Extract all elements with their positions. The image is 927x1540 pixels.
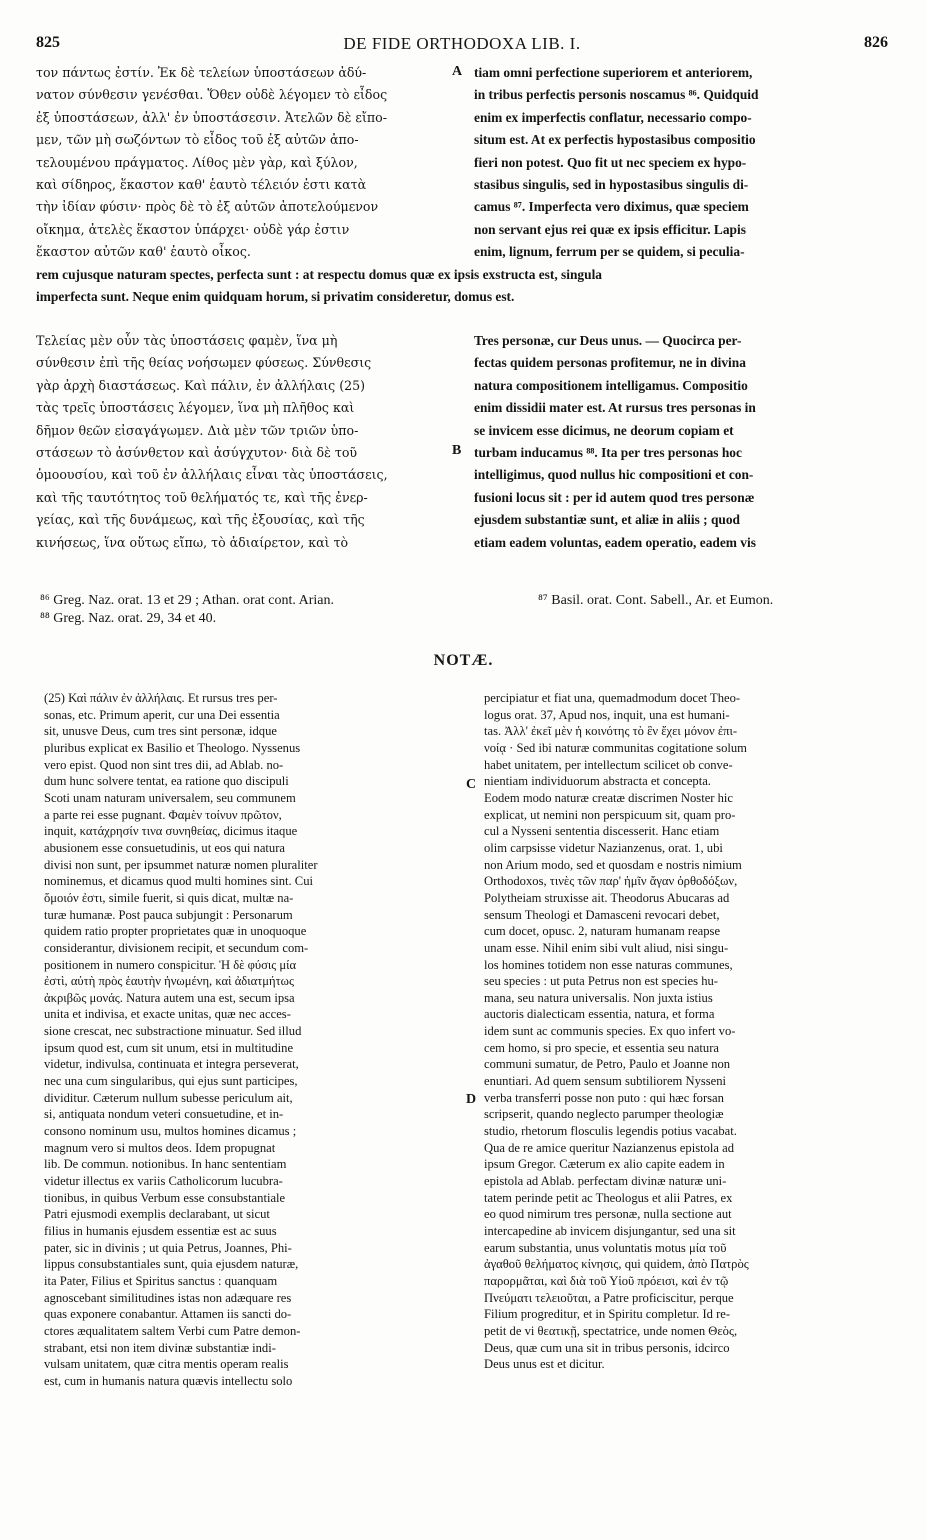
- note-line: enuntiari. Ad quem sensum subtiliorem Nysseni: [484, 1074, 727, 1089]
- margin-mark-a: A: [452, 64, 463, 79]
- margin-mark-c: C: [466, 777, 477, 792]
- note-line: olim carpsisse videtur Nazianzenus, orat. 1, ubi: [484, 840, 723, 855]
- note-line: cem homo, si pro specie, et essentia seu natura: [484, 1040, 720, 1055]
- latin-column-top: [474, 62, 890, 264]
- note-line: agnoscebant similitudines istas non adæquare res: [44, 1290, 292, 1305]
- greek-column-mid: [36, 330, 450, 554]
- latin-line: enim, lignum, ferrum per se quidem, si peculia-: [474, 244, 745, 260]
- note-line: percipiatur et fiat una, quemadmodum docet Theo-: [484, 691, 741, 705]
- note-line: cum docet, opusc. 2, naturam humanam reapse: [484, 924, 721, 939]
- latin-line: situm est. At ex perfectis hypostasibus compositio: [474, 132, 756, 148]
- running-header: [36, 34, 888, 56]
- note-line: (25) Καὶ πάλιν ἐν ἀλλήλαις. Et rursus tres per-: [44, 691, 278, 705]
- latin-line: enim ex imperfectis conflatur, necessario compo-: [474, 109, 752, 125]
- note-line: tatem perinde petit ac Theologus et alii Patres, ex: [484, 1190, 733, 1205]
- note-line: dum hunc solvere tentat, ea ratione quo discipuli: [44, 774, 289, 789]
- note-line: vulsam unitatem, quæ citra mentis operam realis: [44, 1357, 289, 1372]
- greek-line: Τελείας μὲν οὖν τὰς ὑποστάσεις φαμὲν, ἵνα μὴ: [36, 333, 338, 348]
- note-line: Polytheiam struxisse ait. Theodorus Abucaras ad: [484, 890, 730, 905]
- note-line: turæ humanæ. Post pauca subjungit : Personarum: [44, 907, 293, 922]
- note-line: Filium progreditur, et in Spiritu completur. Id re-: [484, 1307, 731, 1322]
- note-line: dividitur. Cæterum nullum subesse periculum ait,: [44, 1090, 293, 1105]
- greek-line: ἐξ ὑποστάσεων, ἀλλ' ἐν ὑποστάσεσιν. Ἀτελῶν δὲ εἴπο-: [36, 109, 388, 125]
- note-line: lippus consubstantiales sunt, quia ejusdem naturæ,: [44, 1257, 299, 1272]
- note-line: est, cum in humanis natura quævis intellectu solo: [44, 1373, 293, 1388]
- note-line: positionem in numero conspicitur. Ἡ δὲ φύσις μία: [44, 957, 297, 972]
- note-line: ctores æqualitatem saltem Verbi cum Patre demon-: [44, 1323, 301, 1338]
- greek-line: τὰς τρεῖς ὑποστάσεις λέγομεν, ἵνα μὴ πλῆθος καὶ: [36, 400, 355, 416]
- note-line: Orthodoxos, τινὲς τῶν παρ' ἡμῖν ἄγαν ὀρθοδόξων,: [484, 874, 738, 889]
- note-line: idem sunt ac communis species. Ex quo infert vo-: [484, 1024, 736, 1039]
- latin-line: etiam eadem voluntas, eadem operatio, eadem vis: [474, 534, 756, 550]
- note-line: petit de vi θεατικῇ, spectatrice, unde nomen Θεὸς,: [484, 1323, 738, 1338]
- note-line: Qua de re amice queritur Nazianzenus epistola ad: [484, 1140, 735, 1155]
- note-line: studio, rhetorum flosculis legendis potius vacabat.: [484, 1124, 737, 1139]
- note-line: παρορμᾶται, καὶ διὰ τοῦ Υἱοῦ πρόεισι, καὶ ἐν τῷ: [484, 1273, 729, 1288]
- latin-line: non servant ejus rei quæ ex ipsis efficitur. Lapis: [474, 221, 746, 237]
- greek-line: γείας, καὶ τῆς δυνάμεως, καὶ τῆς ἐξουσίας, καὶ τῆς: [36, 512, 365, 528]
- note-line: pluribus explicat ex Basilio et Theologo. Nyssenus: [44, 740, 301, 755]
- note-line: magnum vero si multos deos. Idem propugnat: [44, 1140, 276, 1155]
- greek-line: τον πάντως ἐστίν. Ἐκ δὲ τελείων ὑποστάσεων ἀδύ-: [36, 65, 367, 80]
- margin-mark-b: B: [452, 443, 462, 458]
- notes-column-right: [484, 690, 894, 1373]
- note-line: nientiam individuorum abstracta et concepta.: [484, 774, 711, 789]
- note-line: ἀγαθοῦ θελήματος κίνησις, qui quidem, ἀπὸ Πατρὸς: [484, 1257, 749, 1272]
- note-line: tas. Ἀλλ' ἐκεῖ μὲν ἡ κοινότης τὸ ἓν ἔχει μόνον ἐπι-: [484, 724, 738, 739]
- margin-mark-d: D: [466, 1092, 477, 1107]
- greek-line: οἴκημα, ἀτελὲς ἕκαστον ὑπάρχει· οὐδὲ γάρ ἐστιν: [36, 221, 350, 237]
- note-line: vero epist. Quod non sint tres dii, ad Ablab. no-: [44, 757, 284, 772]
- note-line: Eodem modo naturæ creatæ discrimen Noster hic: [484, 790, 734, 805]
- latin-line: tiam omni perfectione superiorem et anteriorem,: [474, 65, 753, 80]
- latin-line: in tribus perfectis personis noscamus ⁸⁶. Quidquid: [474, 87, 759, 103]
- note-line: intercapedine ab invicem disjungantur, sed una sit: [484, 1224, 736, 1238]
- note-line: inquit, κατάχρησίν τινα συνηθείας, dicimus itaque: [44, 824, 298, 839]
- notes-title: NOTÆ.: [433, 652, 494, 669]
- greek-line: τὴν ἰδίαν φύσιν· πρὸς δὲ τὸ ἐξ αὐτῶν ἀποτελούμενον: [36, 199, 379, 215]
- note-line: Scoti unam naturam universalem, seu communem: [44, 790, 296, 805]
- latin-line: intelligimus, quod nullus hic compositioni et con-: [474, 467, 754, 483]
- latin-line: turbam inducamus ⁸⁸. Ita per tres personas hoc: [474, 445, 742, 461]
- latin-line: se invicem esse dicimus, ne deorum copiam et: [474, 422, 734, 438]
- note-line: seu species : ut puta Petrus non est species hu-: [484, 974, 718, 989]
- greek-column-top: [36, 62, 450, 264]
- notes-column-left: [44, 690, 464, 1390]
- latin-line: ejusdem substantiæ sunt, et aliæ in aliis ; quod: [474, 512, 741, 528]
- note-line: quidem ratio propter proprietates quæ in unoquoque: [44, 924, 307, 939]
- note-line: non Arium modo, sed et quosdam e nostris nimium: [484, 857, 742, 872]
- note-line: Deus, quæ cum una sit in tribus personis, idcirco: [484, 1340, 730, 1355]
- note-line: Patri ejusmodi exemplis declarabant, ut sicut: [44, 1207, 270, 1222]
- note-line: verba transferri posse non puto : qui hæc forsan: [484, 1090, 724, 1105]
- note-line: nominemus, et dicamus quod multi homines sint. Cui: [44, 874, 314, 889]
- greek-line: στάσεων τὸ ἀσύνθετον καὶ ἀσύγχυτον· διὰ δὲ τοῦ: [36, 445, 358, 461]
- note-line: ἐστὶ, αὐτὴ πρὸς ἑαυτὴν ἡνωμένη, καὶ ἀδιατμήτως: [44, 974, 294, 989]
- note-line: cul a Nysseni sententia discesserit. Hanc etiam: [484, 824, 720, 839]
- book-title: DE FIDE ORTHODOXA LIB. I.: [343, 34, 581, 53]
- note-line: ipsum Gregor. Cæterum ex alio capite eadem in: [484, 1157, 725, 1172]
- note-line: unam esse. Nihil enim sibi vult aliud, nisi singu-: [484, 940, 729, 955]
- note-line: ὅμοιόν ἐστι, simile fuerit, si quis dicat, multæ na-: [44, 890, 294, 905]
- note-line: Deus unus est et dicitur.: [484, 1357, 605, 1372]
- latin-full-width: [36, 264, 892, 309]
- note-line: unita et indivisa, et exacte unitas, quæ nec acces-: [44, 1007, 291, 1022]
- note-line: lib. De commun. notionibus. In hanc sententiam: [44, 1157, 287, 1172]
- greek-line: γὰρ ἀρχὴ διαστάσεως. Καὶ πάλιν, ἐν ἀλλήλαις (25): [36, 377, 366, 393]
- greek-line: κινήσεως, ἵνα οὕτως εἴπω, τὸ ἀδιαίρετον, καὶ τὸ: [36, 534, 349, 550]
- note-line: auctoris dialecticam essentia, natura, et forma: [484, 1007, 715, 1022]
- greek-line: μεν, τῶν μὴ σωζόντων τὸ εἶδος τοῦ ἐξ αὐτῶν ἀπο-: [36, 132, 359, 148]
- note-line: tionibus, in quibus Verbum esse consubstantiale: [44, 1190, 286, 1205]
- note-line: habet unitatem, per intellectum scilicet ob conve-: [484, 757, 733, 772]
- greek-line: σύνθεσιν ἐπὶ τῆς θείας νοήσωμεν φύσεως. Σύνθεσις: [36, 355, 372, 371]
- note-line: sione crescat, nec substractione minuatur. Sed illud: [44, 1024, 302, 1039]
- note-line: explicat, ut nemini non perspicuum sit, quam pro-: [484, 807, 736, 822]
- greek-line: νατον σύνθεσιν γενέσθαι. Ὅθεν οὐδὲ λέγομεν τὸ εἶδος: [36, 87, 388, 103]
- note-line: Πνεύματι τελειοῦται, a Patre proficiscitur, perque: [484, 1290, 734, 1305]
- note-line: sensum Theologi et Damasceni revocari debet,: [484, 907, 720, 922]
- latin-line: enim dissidii mater est. At rursus tres personas in: [474, 400, 756, 416]
- page-number-left: 825: [36, 34, 60, 51]
- note-line: ita Pater, Filius et Spiritus sanctus : quanquam: [44, 1273, 278, 1288]
- note-line: earum substantia, unus voluntatis motus μία τοῦ: [484, 1240, 727, 1255]
- latin-line: camus ⁸⁷. Imperfecta vero diximus, quæ speciem: [474, 199, 749, 215]
- greek-line: ἕκαστον αὐτῶν καθ' ἑαυτὸ οἶκος.: [36, 244, 251, 260]
- note-line: ipsum quod est, cum sit unum, etsi in multitudine: [44, 1040, 294, 1055]
- note-line: sit, unusve Deus, cum tres sint personæ, idque: [44, 724, 277, 739]
- note-line: pater, sic in divinis ; ut quia Petrus, Joannes, Phi-: [44, 1240, 292, 1255]
- note-line: filius in humanis ejusdem essentiæ est ac suus: [44, 1224, 277, 1238]
- greek-line: δῆμον θεῶν εἰσαγάγωμεν. Διὰ μὲν τῶν τριῶν ὑπο-: [36, 422, 359, 438]
- latin-line: natura compositionem intelligamus. Compositio: [474, 377, 748, 393]
- note-line: scripserit, quando neglecto parumper theologiæ: [484, 1107, 724, 1122]
- note-line: videtur, indivulsa, continuata et integra perseverat,: [44, 1057, 299, 1072]
- greek-line: ὁμοουσίου, καὶ τοῦ ἐν ἀλλήλαις εἶναι τὰς ὑποστάσεις,: [36, 467, 388, 483]
- note-line: si, antiquata nondum veteri consuetudine, et in-: [44, 1107, 284, 1122]
- latin-line: Tres personæ, cur Deus unus. — Quocirca per-: [474, 333, 742, 348]
- note-line: strabant, etsi non item divinæ substantiæ indi-: [44, 1340, 276, 1355]
- latin-line: rem cujusque naturam spectes, perfecta sunt : at respectu domus quæ ex ipsis exstructa est, singula: [36, 267, 602, 282]
- note-line: los homines totidem non esse naturas communes,: [484, 957, 733, 972]
- note-line: νοίᾳ · Sed ibi naturæ communitas cogitatione solum: [484, 740, 747, 755]
- note-line: consono nominum usu, multos homines dicamus ;: [44, 1124, 297, 1139]
- note-line: abusionem esse consuetudinis, ut eos qui natura: [44, 840, 285, 855]
- note-line: ἀκριβῶς μονάς. Natura autem una est, secum ipsa: [44, 990, 295, 1005]
- greek-line: τελουμένου πράγματος. Λίθος μὲν γὰρ, καὶ ξύλον,: [36, 154, 358, 170]
- note-line: divisi non sunt, per ipsummet naturæ nomen pluraliter: [44, 857, 318, 872]
- note-line: videtur illectus ex variis Catholicorum lucubra-: [44, 1174, 283, 1189]
- note-line: nec una cum singularibus, qui ejus sunt participes,: [44, 1074, 298, 1089]
- note-line: a parte rei esse pugnant. Φαμὲν τοίνυν πρῶτον,: [44, 807, 282, 822]
- latin-line: stasibus singulis, sed in hypostasibus singulis di-: [474, 177, 749, 193]
- latin-line: fieri non potest. Quo fit ut nec speciem ex hypo-: [474, 154, 747, 170]
- latin-line: fectas quidem personas profitemur, ne in divina: [474, 355, 746, 371]
- note-line: considerantur, divisionem recipit, et secundum com-: [44, 940, 309, 955]
- greek-line: καὶ τῆς ταυτότητος τοῦ θελήματός τε, καὶ τῆς ἐνερ-: [36, 489, 368, 505]
- footnote-87: ⁸⁷ Basil. orat. Cont. Sabell., Ar. et Eumon.: [538, 593, 774, 608]
- footnote-86: ⁸⁶ Greg. Naz. orat. 13 et 29 ; Athan. orat cont. Arian.: [40, 593, 334, 608]
- greek-line: καὶ σίδηρος, ἕκαστον καθ' ἑαυτὸ τέλειόν ἐστι κατὰ: [36, 177, 367, 193]
- note-line: epistola ad Ablab. perfectam divinæ naturæ uni-: [484, 1174, 727, 1189]
- note-line: logus orat. 37, Apud nos, inquit, una est humani-: [484, 707, 730, 722]
- footnote-88: ⁸⁸ Greg. Naz. orat. 29, 34 et 40.: [40, 611, 217, 626]
- note-line: sonas, etc. Primum aperit, cur una Dei essentia: [44, 707, 280, 722]
- latin-line: imperfecta sunt. Neque enim quidquam horum, si privatim consideretur, domus est.: [36, 289, 515, 305]
- page-number-right: 826: [864, 34, 888, 51]
- note-line: mana, seu natura universalis. Non juxta istius: [484, 990, 713, 1005]
- note-line: quas exponere conabantur. Attamen iis sancti do-: [44, 1307, 292, 1322]
- note-line: eo quod nimirum tres personæ, nulla sectione aut: [484, 1207, 732, 1222]
- latin-line: fusioni locus sit : per id autem quod tres personæ: [474, 489, 755, 505]
- note-line: communi sumatur, de Petro, Paulo et Joanne non: [484, 1057, 731, 1072]
- latin-column-mid: [474, 330, 890, 554]
